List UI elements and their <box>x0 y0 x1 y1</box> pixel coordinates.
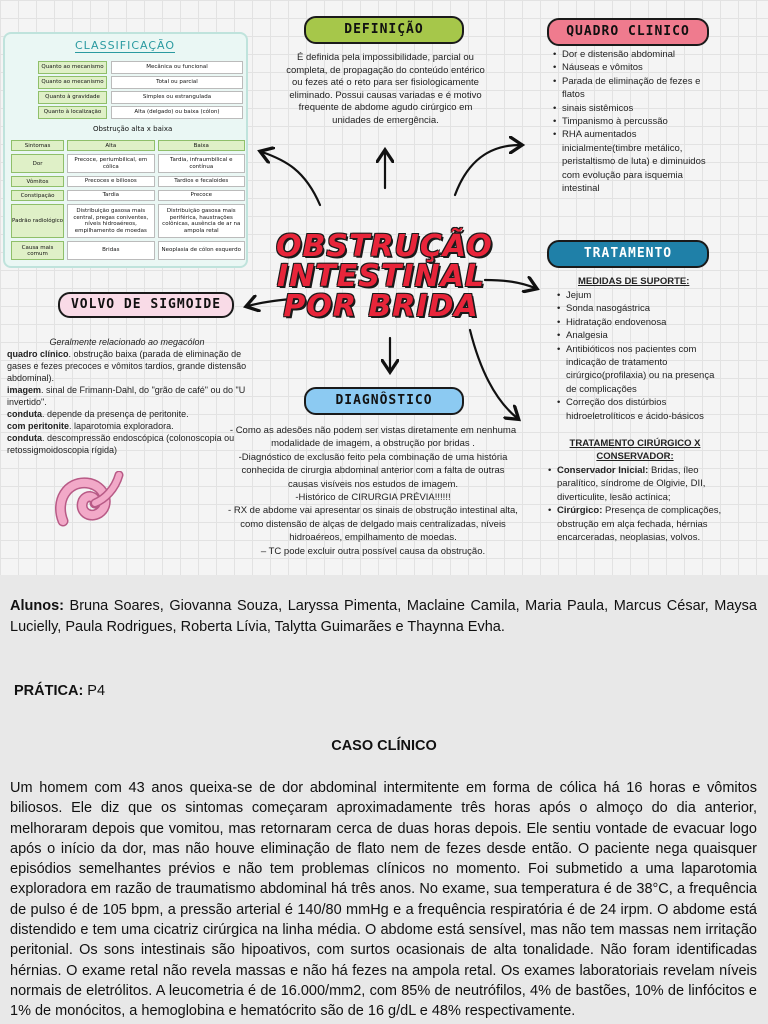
definicao-title: DEFINIÇÃO <box>304 16 464 44</box>
volvo-label: conduta <box>7 409 42 419</box>
classificacao-row <box>38 91 243 104</box>
volvo-item-text: . sinal de Frimann-Dahl, do "grão de café" ou do "U invertido". <box>7 385 246 407</box>
list-item-label: Conservador Inicial: <box>557 465 649 476</box>
list-item: • Antibióticos nos pacientes com indicação de tratamento cirúrgico(profilaxia) ou na presença de complicações <box>557 343 727 397</box>
diagnostico-line: -Diagnóstico de exclusão feito pela combinação de uma história conhecida de cirurgia abdominal anterior com a falta de outras causas visíveis nos estudos de imagem. <box>238 451 508 490</box>
cirurgico-title: TRATAMENTO CIRÚRGICO X CONSERVADOR: <box>569 438 701 463</box>
grid-header: Baixa <box>158 140 245 151</box>
list-item: • RHA aumentados inicialmente(timbre metálico, peristaltismo de luta) e diminuidos com evolução para isquemia intestinal <box>553 128 713 195</box>
central-title-line: INTESTINAL <box>277 259 485 294</box>
authors-names: Bruna Soares, Giovanna Souza, Laryssa Pimenta, Maclaine Camila, Maria Paula, Marcus César, Maysa Lucielly, Paula Rodrigues, Roberta Lívia, Talytta Guimarães e Thaynna Evha. <box>10 598 757 635</box>
quadro-clinico-title: QUADRO CLINICO <box>547 18 709 46</box>
volvo-lead: Geralmente relacionado ao megacólon <box>49 337 205 347</box>
diagnostico-line: - RX de abdome vai apresentar os sinais de obstrução intestinal alta, como distensão de alças de delgado mais centralizadas, níveis hidroaéreos, empilhamento de moedas. <box>228 505 518 544</box>
definicao-text: É definida pela impossibilidade, parcial ou completa, de propagação do conteúdo entérico ou fezes até o reto para ser fisiologicamente eliminado. Possui causas variadas e é motivo frequente de abdome agudo cirúrgico em unidades de emergência. <box>286 52 485 126</box>
volvo-label: quadro clínico <box>7 349 69 359</box>
list-item: • Parada de eliminação de fezes e flatos <box>553 75 713 102</box>
pratica-line <box>14 683 105 699</box>
grid-cell: Neoplasia de cólon esquerdo <box>158 241 245 260</box>
list-item: • Analgesia <box>557 329 727 342</box>
classificacao-title: CLASSIFICAÇÃO <box>75 39 176 52</box>
caso-clinico-text: Um homem com 43 anos queixa-se de dor abdominal intermitente em forma de cólica há 16 horas e vômitos biliosos. Ele diz que os sintomas começaram aproximadamente três horas após o almoço do dia anterior, melhoraram depois que vomitou, mas retornaram cerca de duas horas depois. Ele sentiu vontade de evacuar logo após o início da dor, mas não houve eliminação de flato nem de fezes desde então. O paciente nega quaisquer episódios semelhantes prévios e não tem problemas clínicos no momento. Foi submetido a uma laparotomia exploradora em razão de traumatismo abdominal há três anos. No exame, sua temperatura é de 38°C, a frequência de pulso é de 105 bpm, a pressão arterial é 140/80 mmHg e a frequência respiratória é de 24 irpm. O abdome está distendido e tem uma cicatriz cirúrgica na linha média. O abdome está sensível, mas não tem massas nem irritação peritonial. Os sons intestinais são hipoativos, com surtos ocasionais de alta tonalidade. Não foram identificadas hérnias. O exame retal não revela massas e não há fezes na ampola retal. Os exames laboratoriais revelam níveis normais de eletrólitos. A leucometria é de 16.000/mm2, com 85% de neutrófilos, 4% de bastões, 10% de linfócitos e 1% de monócitos, a hemoglobina e hematócrito são de 16 g/dL e 48% respectivamente. <box>10 780 757 1020</box>
arrow-to-quadro <box>455 145 520 195</box>
central-title <box>276 229 493 324</box>
list-item-text: Presença de complicações, obstrução em alça fechada, hérnias encarceradas, neoplasias, volvos. <box>557 505 722 544</box>
central-title-line: OBSTRUÇÃO <box>276 229 493 264</box>
grid-cell: Precoce <box>158 190 245 201</box>
arrow-to-tratamento-cirurgico <box>470 330 517 418</box>
list-item: • Náuseas e vômitos <box>553 61 713 74</box>
classificacao-row-label: Quanto ao mecanismo <box>38 76 107 89</box>
volvulus-illustration-icon <box>55 471 125 531</box>
classificacao-row-value: Total ou parcial <box>111 76 243 89</box>
volvo-title: VOLVO DE SIGMOIDE <box>58 292 234 318</box>
classificacao-row-label: Quanto à localização <box>38 106 107 119</box>
list-item: • Hidratação endovenosa <box>557 316 727 329</box>
diagnostico-title: DIAGNÔSTICO <box>304 387 464 415</box>
classificacao-row <box>38 61 243 74</box>
list-item: • Sonda nasogástrica <box>557 302 727 315</box>
grid-header: Alta <box>67 140 154 151</box>
volvo-item-text: . depende da presença de peritonite. <box>42 409 189 419</box>
list-item <box>548 504 726 544</box>
authors-paragraph <box>10 596 757 638</box>
classificacao-row-value: Mecânica ou funcional <box>111 61 243 74</box>
grid-cell: Distribuição gasosa mais central, pregas coniventes, níveis hidroaéreos, empilhamento de moedas <box>67 204 154 238</box>
classificacao-row-value: Simples ou estrangulada <box>111 91 243 104</box>
diagnostico-line: - Como as adesões não podem ser vistas diretamente em nenhuma modalidade de imagem, a obstrução por bridas . <box>229 425 517 450</box>
volvo-label: com peritonite <box>7 421 70 431</box>
grid-cell: Tardia, infraumbilical e contínua <box>158 154 245 173</box>
suporte-list <box>557 289 727 423</box>
list-item: • Correção dos distúrbios hidroeletrolíticos e ácido-básicos <box>557 396 727 423</box>
classificacao-row-value: Alta (delgado) ou baixa (cólon) <box>111 106 243 119</box>
central-title-line: POR BRIDA <box>283 289 479 324</box>
obstrucao-grid <box>11 140 245 263</box>
list-item: • Jejum <box>557 289 727 302</box>
grid-header: Sintomas <box>11 140 64 151</box>
grid-cell: Tardia <box>67 190 154 201</box>
arrow-to-tratamento <box>485 280 535 288</box>
arrow-to-classificacao <box>262 152 320 205</box>
volvo-item-text: . laparotomia exploradora. <box>69 421 174 431</box>
classificacao-table <box>3 32 248 268</box>
list-item-label: Cirúrgico: <box>557 505 603 517</box>
grid-cell: Precoce, periumbilical, em cólica <box>67 154 154 173</box>
grid-row-label: Constipação <box>11 190 64 201</box>
suporte-title: MEDIDAS DE SUPORTE: <box>578 276 690 287</box>
classificacao-row-label: Quanto à gravidade <box>38 91 107 104</box>
caso-clinico-title: CASO CLÍNICO <box>331 738 437 754</box>
quadro-clinico-list <box>553 48 713 195</box>
list-item-text: Bridas, íleo paralítico, síndrome de Olgivie, DII, diverticulite, lesão actínica; <box>557 465 706 503</box>
grid-row-label: Padrão radiológico <box>11 204 64 238</box>
volvo-label: imagem <box>7 385 42 395</box>
classificacao-row <box>38 76 243 89</box>
cirurgico-list <box>548 464 726 544</box>
authors-label: Alunos: <box>10 598 64 614</box>
grid-cell: Distribuição gasosa mais periférica, haustrações colônicas, ausência de ar na ampola retal <box>158 204 245 238</box>
volvo-item-text: . descompressão endoscópica (colonoscopia ou retossigmoidoscopia rígida) <box>7 433 235 455</box>
diagnostico-line: -Histórico de CIRURGIA PRÉVIA!!!!!! <box>295 492 451 504</box>
grid-cell: Precoces e biliosos <box>67 176 154 187</box>
list-item: • sinais sistêmicos <box>553 102 713 115</box>
classificacao-row <box>38 106 243 119</box>
volvo-label: conduta <box>7 433 42 443</box>
tratamento-title: TRATAMENTO <box>547 240 709 268</box>
volvo-item-text: . obstrução baixa (parada de eliminação de gases e fezes precoces e vômitos tardios, grande distensão abdominal). <box>7 349 247 383</box>
list-item <box>548 464 726 504</box>
grid-row-label: Causa mais comum <box>11 241 64 260</box>
grid-row-label: Vômitos <box>11 176 64 187</box>
pratica-label: PRÁTICA: <box>14 683 84 699</box>
grid-cell: Bridas <box>67 241 154 260</box>
obstrucao-subtitle: Obstrução alta x baixa <box>93 125 173 133</box>
grid-row-label: Dor <box>11 154 64 173</box>
volvo-text <box>7 336 247 456</box>
diagnostico-text <box>228 424 518 558</box>
diagnostico-line: – TC pode excluir outra possível causa da obstrução. <box>260 545 486 557</box>
grid-cell: Tardios e fecaloides <box>158 176 245 187</box>
pratica-value: P4 <box>83 683 106 699</box>
list-item: • Dor e distensão abdominal <box>553 48 713 61</box>
classificacao-row-label: Quanto ao mecanismo <box>38 61 107 74</box>
list-item: • Timpanismo à percussão <box>553 115 713 128</box>
